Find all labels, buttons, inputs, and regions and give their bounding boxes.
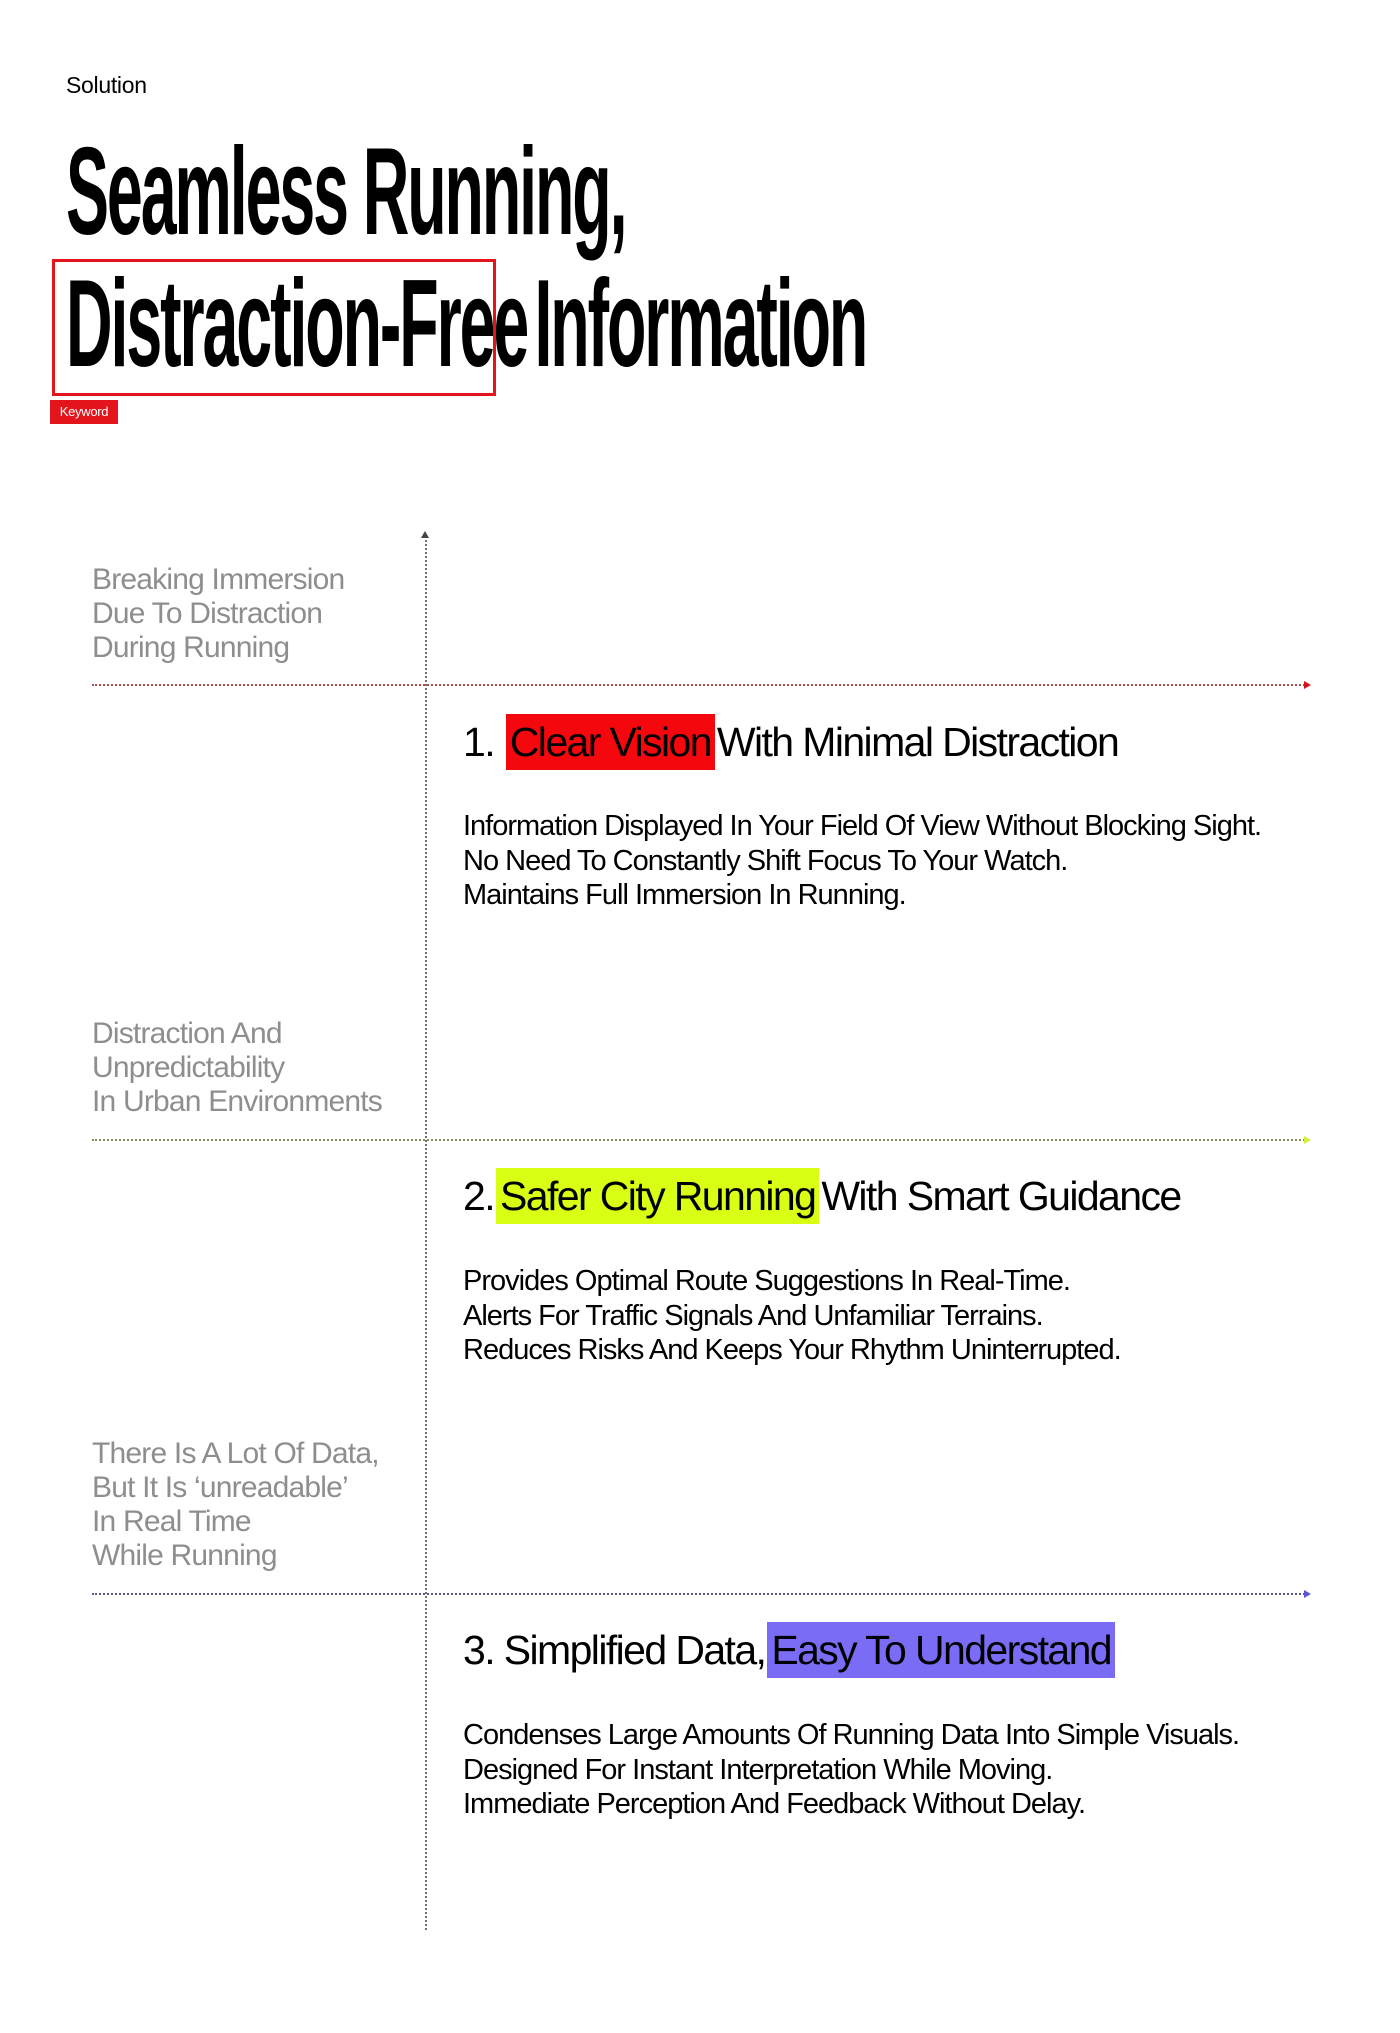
solution-number: 3.	[463, 1627, 494, 1673]
solution-body-line: Alerts For Traffic Signals And Unfamiliar Terrains.	[463, 1299, 1043, 1332]
problem-2	[92, 1017, 382, 1119]
problem-line: In Urban Environments	[92, 1085, 383, 1118]
solution-highlight: Clear Vision	[506, 714, 715, 770]
problem-line: While Running	[92, 1539, 277, 1572]
solution-highlight: Easy To Understand	[767, 1622, 1115, 1678]
solution-body-line: Immediate Perception And Feedback Without Delay.	[463, 1788, 1086, 1820]
solution-1-body	[463, 809, 1261, 913]
solution-highlight: Safer City Running	[496, 1168, 819, 1224]
keyword-frame	[52, 259, 496, 396]
problem-line: In Real Time	[92, 1505, 251, 1538]
solution-title-text: Simplified Data,	[503, 1627, 766, 1673]
solution-body-line: Reduces Risks And Keeps Your Rhythm Uninterrupted.	[463, 1334, 1121, 1366]
headline-keyword: Distraction-Free	[66, 255, 528, 393]
solution-1-title	[463, 714, 1118, 770]
solution-number: 1.	[463, 719, 494, 765]
solution-title-text: With Smart Guidance	[821, 1173, 1181, 1219]
problem-line: Distraction And	[92, 1017, 282, 1050]
section-label: Solution	[66, 72, 147, 98]
solution-3-body	[463, 1718, 1239, 1822]
solution-body-line: Condenses Large Amounts Of Running Data Into Simple Visuals.	[463, 1719, 1240, 1751]
headline-line-1: Seamless Running,	[66, 123, 626, 261]
problem-3	[92, 1437, 379, 1573]
divider-arrow-1	[92, 684, 1305, 686]
keyword-tag: Keyword	[50, 400, 118, 424]
problem-line: But It Is ‘unreadable’	[92, 1471, 348, 1504]
headline-rest: Information	[534, 255, 867, 393]
solution-body-line: Provides Optimal Route Suggestions In Real-Time.	[463, 1265, 1070, 1297]
solution-number: 2.	[463, 1173, 494, 1219]
solution-body-line: Maintains Full Immersion In Running.	[463, 879, 906, 911]
vertical-divider	[425, 536, 427, 1930]
problem-line: Breaking Immersion	[92, 563, 345, 596]
solution-title-text: With Minimal Distraction	[716, 719, 1119, 765]
solution-3-title	[463, 1622, 1117, 1678]
problem-line: Unpredictability	[92, 1051, 285, 1084]
up-arrow-icon	[421, 531, 429, 538]
solution-2-title	[463, 1168, 1181, 1224]
divider-arrow-3	[92, 1593, 1305, 1595]
problem-1	[92, 563, 344, 665]
solution-body-line: Information Displayed In Your Field Of View Without Blocking Sight.	[463, 810, 1262, 842]
divider-arrow-2	[92, 1139, 1305, 1141]
solution-2-body	[463, 1264, 1121, 1368]
problem-line: During Running	[92, 631, 290, 664]
solution-body-line: No Need To Constantly Shift Focus To Your Watch.	[463, 844, 1068, 877]
problem-line: Due To Distraction	[92, 597, 323, 630]
problem-line: There Is A Lot Of Data,	[92, 1437, 379, 1470]
solution-body-line: Designed For Instant Interpretation While Moving.	[463, 1753, 1053, 1786]
